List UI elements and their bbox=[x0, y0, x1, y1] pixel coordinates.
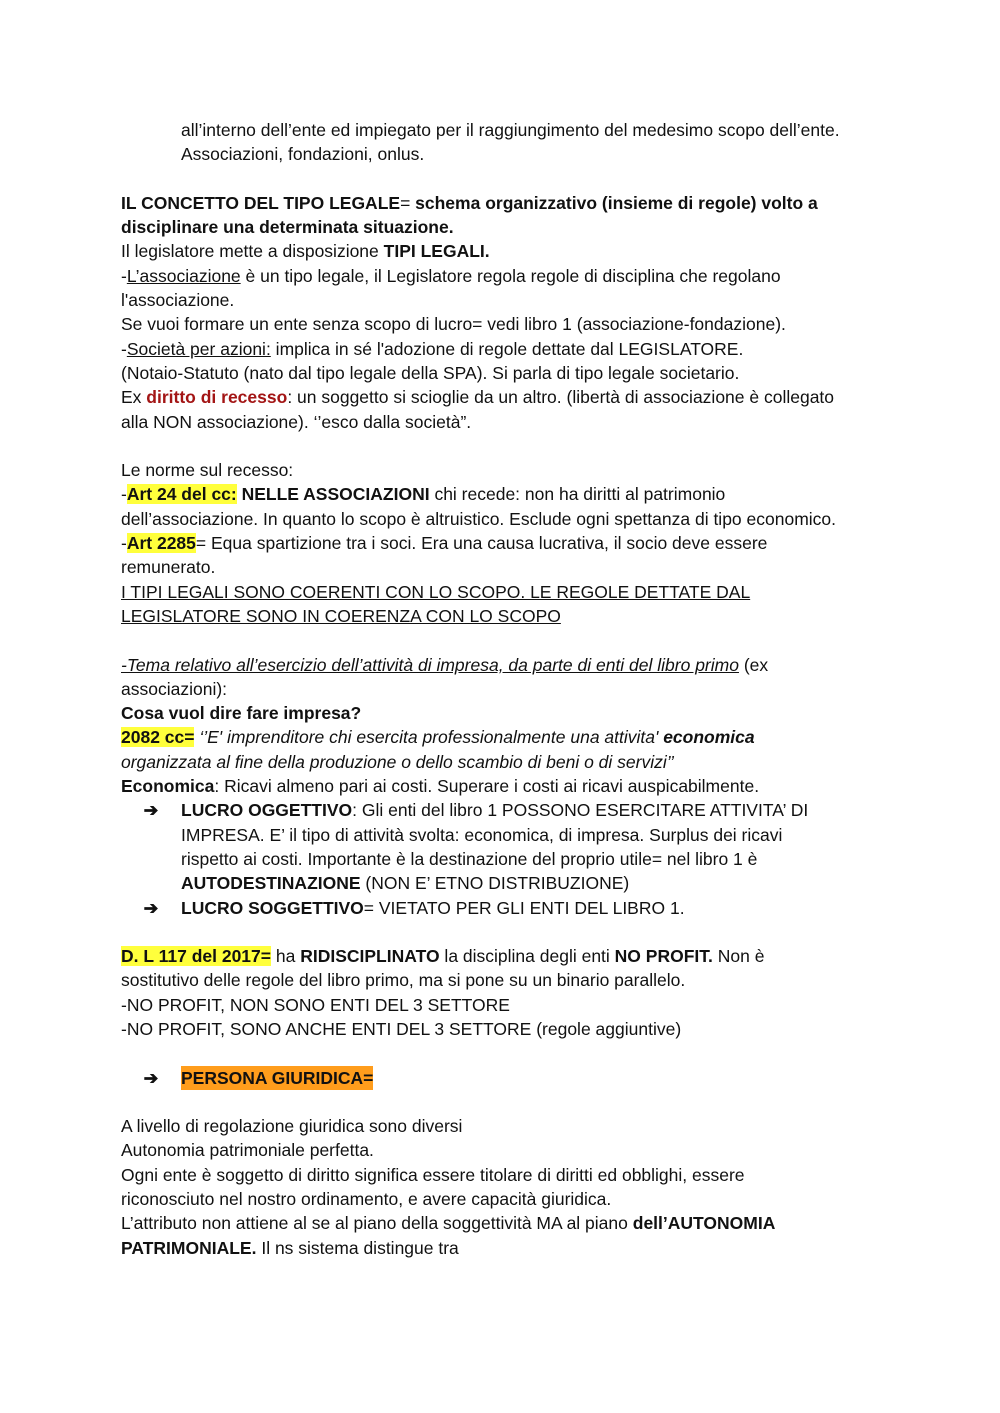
paragraph-line: associazioni): bbox=[121, 678, 228, 699]
highlight: 2082 cc= bbox=[121, 727, 195, 748]
arrow-right-icon: ➔ bbox=[143, 1067, 159, 1088]
paragraph-line: -NO PROFIT, SONO ANCHE ENTI DEL 3 SETTORE (regole aggiuntive) bbox=[121, 1018, 682, 1039]
paragraph-line: dell’associazione. In quanto lo scopo è altruistico. Esclude ogni spettanza di tipo economico. bbox=[121, 508, 837, 529]
paragraph-line: D. L 117 del 2017= ha RIDISCIPLINATO la disciplina degli enti NO PROFIT. Non è bbox=[121, 946, 765, 967]
paragraph-line: all’interno dell’ente ed impiegato per il raggiungimento del medesimo scopo dell’ente. bbox=[181, 120, 840, 140]
paragraph-line: organizzata al fine della produzione o dello scambio di beni o di servizi’’ bbox=[121, 751, 674, 772]
paragraph-line: Economica: Ricavi almeno pari ai costi. Superare i costi ai ricavi auspicabilmente. bbox=[121, 776, 760, 797]
paragraph-line: (Notaio-Statuto (nato dal tipo legale della SPA). Si parla di tipo legale societario. bbox=[121, 362, 740, 383]
underlined-line: LEGISLATORE SONO IN COERENZA CON LO SCOPO bbox=[121, 605, 561, 626]
paragraph-line: Associazioni, fondazioni, onlus. bbox=[181, 144, 425, 165]
paragraph-line: l'associazione. bbox=[121, 290, 235, 311]
arrow-right-icon: ➔ bbox=[143, 800, 159, 821]
paragraph-line: remunerato. bbox=[121, 557, 216, 578]
paragraph-line: alla NON associazione). ‘’esco dalla società”. bbox=[121, 411, 472, 432]
paragraph-line: Ogni ente è soggetto di diritto significa essere titolare di diritti ed obblighi, essere bbox=[121, 1164, 745, 1185]
paragraph-line: Ex diritto di recesso: un soggetto si scioglie da un altro. (libertà di associazione è collegato bbox=[121, 387, 835, 408]
paragraph-line: disciplinare una determinata situazione. bbox=[121, 217, 454, 238]
paragraph-line: IMPRESA. E’ il tipo di attività svolta: economica, di impresa. Surplus dei ricavi bbox=[181, 824, 783, 845]
paragraph-line: PATRIMONIALE. Il ns sistema distingue tra bbox=[121, 1237, 459, 1258]
paragraph-line: AUTODESTINAZIONE (NON E’ ETNO DISTRIBUZIONE) bbox=[181, 873, 630, 894]
red-term: diritto di recesso bbox=[146, 387, 288, 408]
paragraph-line: sostitutivo delle regole del libro primo, ma si pone su un binario parallelo. bbox=[121, 970, 686, 991]
paragraph-line: -L’associazione è un tipo legale, il Legislatore regola regole di disciplina che regolano bbox=[121, 265, 781, 286]
arrow-bullet-item: ➔ LUCRO SOGGETTIVO= VIETATO PER GLI ENTI DEL LIBRO 1. bbox=[121, 896, 881, 920]
tipo-legale-heading: IL CONCETTO DEL TIPO LEGALE= schema organizzativo (insieme di regole) volto a bbox=[121, 192, 818, 213]
paragraph-line: -Società per azioni: implica in sé l'adozione di regole dettate dal LEGISLATORE. bbox=[121, 338, 744, 359]
paragraph-line: rispetto ai costi. Importante è la destinazione del proprio utile= nel libro 1 è bbox=[181, 848, 758, 869]
paragraph-line: L’attributo non attiene al se al piano della soggettività MA al piano dell’AUTONOMIA bbox=[121, 1213, 776, 1234]
paragraph-line: Se vuoi formare un ente senza scopo di lucro= vedi libro 1 (associazione-fondazione). bbox=[121, 314, 786, 335]
paragraph-line: riconosciuto nel nostro ordinamento, e avere capacità giuridica. bbox=[121, 1189, 612, 1210]
document-page bbox=[121, 118, 881, 1260]
highlight: Art 2285 bbox=[126, 533, 196, 554]
paragraph-line: -Art 2285= Equa spartizione tra i soci. Era una causa lucrativa, il socio deve essere bbox=[121, 533, 768, 554]
paragraph-line: Autonomia patrimoniale perfetta. bbox=[121, 1140, 374, 1161]
paragraph-line: Il legislatore mette a disposizione TIPI LEGALI. bbox=[121, 241, 490, 262]
question-heading: Cosa vuol dire fare impresa? bbox=[121, 703, 362, 724]
highlight: D. L 117 del 2017= bbox=[121, 946, 271, 967]
paragraph-line: 2082 cc= ‘’E' imprenditore chi esercita professionalmente una attivita' economica bbox=[121, 727, 755, 748]
paragraph-line: -Tema relativo all’esercizio dell’attività di impresa, da parte di enti del libro primo (ex bbox=[121, 654, 769, 675]
paragraph-line: -Art 24 del cc: NELLE ASSOCIAZIONI chi recede: non ha diritti al patrimonio bbox=[121, 484, 726, 505]
paragraph-line: Le norme sul recesso: bbox=[121, 460, 294, 481]
paragraph-line: -NO PROFIT, NON SONO ENTI DEL 3 SETTORE bbox=[121, 994, 510, 1015]
highlight: Art 24 del cc: bbox=[126, 484, 237, 505]
arrow-bullet-item bbox=[121, 1066, 881, 1090]
paragraph-line: A livello di regolazione giuridica sono diversi bbox=[121, 1116, 463, 1137]
arrow-right-icon: ➔ bbox=[143, 897, 159, 918]
arrow-bullet-item: ➔ LUCRO OGGETTIVO: Gli enti del libro 1 POSSONO ESERCITARE ATTIVITA’ DI bbox=[121, 798, 881, 822]
underlined-line: I TIPI LEGALI SONO COERENTI CON LO SCOPO. LE REGOLE DETTATE DAL bbox=[121, 581, 751, 602]
orange-highlight-heading: PERSONA GIURIDICA= bbox=[181, 1066, 373, 1090]
